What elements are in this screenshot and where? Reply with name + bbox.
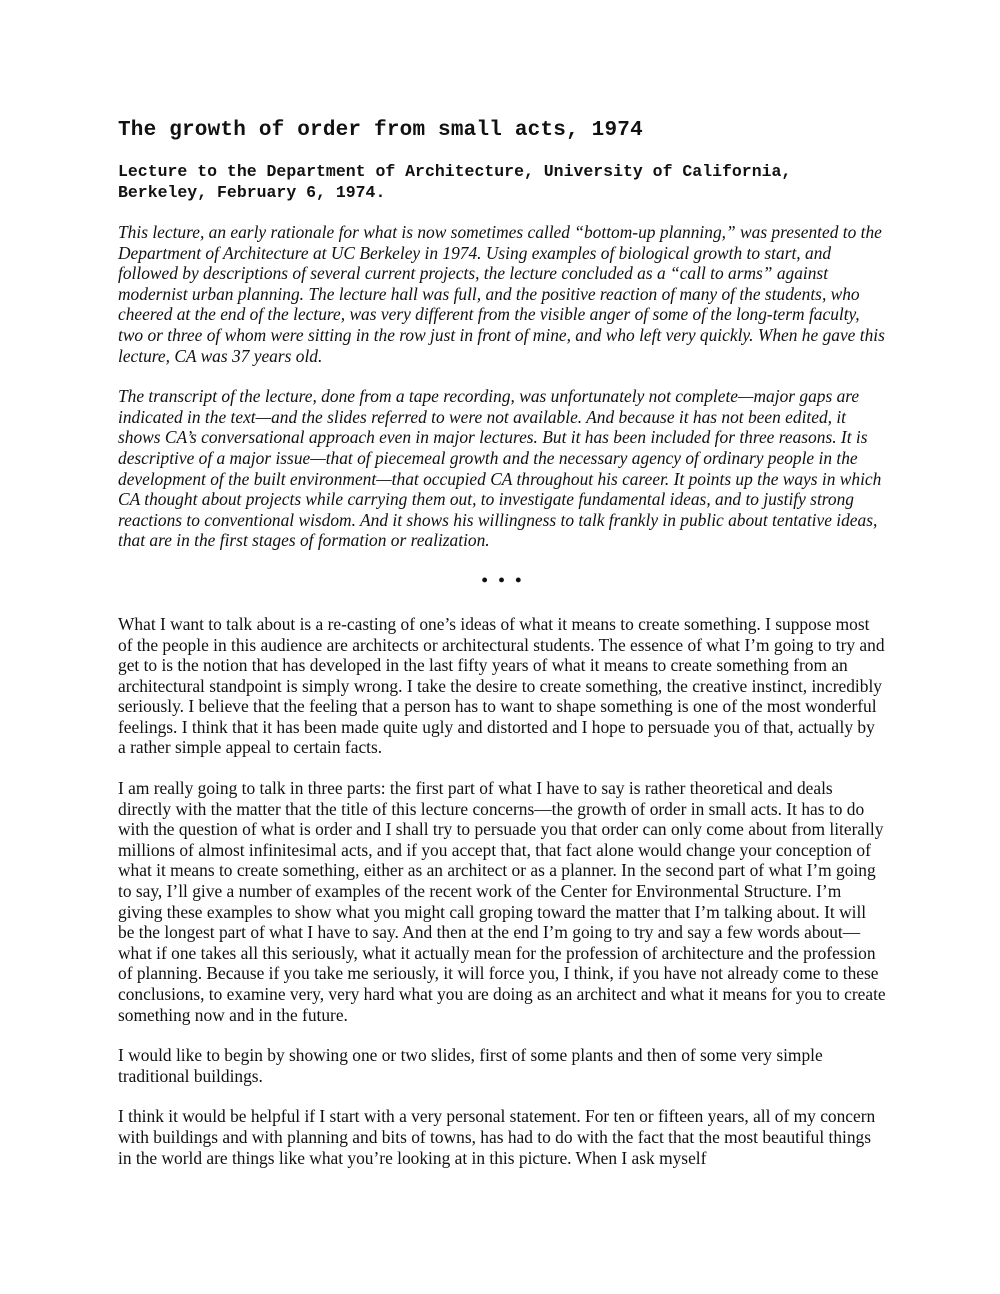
body-paragraph: What I want to talk about is a re-casting of one’s ideas of what it means to create something. I suppose most of the people in this audience are architects or architectural students. The essence of what I’m going to try and get to is the notion that has developed in the last fifty years of what it means to create something from an architectural standpoint is simply wrong. I take the desire to create something, the creative instinct, incredibly seriously. I believe that the feeling that a person has to want to shape something is one of the most wonderful feelings. I think that it has been made quite ugly and distorted and I hope to persuade you of that, actually by a rather simple appeal to certain facts. bbox=[118, 613, 885, 758]
body-paragraph: I think it would be helpful if I start with a very personal statement. For ten or fifteen years, all of my concern with buildings and with planning and bits of towns, has had to do with the fact that the most beautiful things in the world are things like what you’re looking at in this picture. When I ask myself bbox=[118, 1106, 876, 1168]
body-paragraph: I would like to begin by showing one or two slides, first of some plants and then of some very simple traditional buildings. bbox=[118, 1045, 823, 1086]
intro-paragraph: The transcript of the lecture, done from a tape recording, was unfortunately not complete—major gaps are indicated in the text—and the slides referred to were not available. And because it has not been edited, it shows CA’s conversational approach even in major lectures. But it has been included for three reasons. It is descriptive of a major issue—that of piecemeal growth and the necessary agency of ordinary people in the development of the built environment—that occupied CA throughout his career. It points up the ways in which CA thought about projects while carrying them out, to investigate fundamental ideas, and to justify strong reactions to conventional wisdom. And it shows his willingness to talk frankly in public about tentative ideas, that are in the first stages of formation or realization. bbox=[118, 386, 882, 551]
intro-paragraph: This lecture, an early rationale for what is now sometimes called “bottom-up planning,” was presented to the Department of Architecture at UC Berkeley in 1974. Using examples of biological growth to start, and followed by descriptions of several current projects, the lecture concluded as a “call to arms” against modernist urban planning. The lecture hall was full, and the positive reaction of many of the students, who cheered at the end of the lecture, was very different from the visible anger of some of the long-term faculty, two or three of whom were sitting in the row just in front of mine, and who left very quickly. When he gave this lecture, CA was 37 years old. bbox=[118, 222, 885, 366]
document-page bbox=[118, 118, 888, 1188]
body-paragraph: I am really going to talk in three parts: the first part of what I have to say is rather theoretical and deals directly with the matter that the title of this lecture concerns—the growth of order in small acts. It has to do with the question of what is order and I shall try to persuade you that order can only come about from literally millions of almost infinitesimal acts, and if you accept that, that fact alone would change your conception of what it means to create something, either as an architect or as a planner. In the second part of what I’m going to say, I’ll give a number of examples of the recent work of the Center for Environmental Structure. I’m giving these examples to show what you might call groping toward the matter that I’m talking about. It will be the longest part of what I have to say. And then at the end I’m going to try and say a few words about—what if one takes all this seriously, what it actually mean for the profession of architecture and the profession of planning. Because if you take me seriously, it will force you, I think, if you have not already come to these conclusions, to examine very, very hard what you are doing as an architect and what it means for you to create something now and in the future. bbox=[118, 778, 886, 1025]
page-title: The growth of order from small acts, 1974 bbox=[118, 119, 643, 142]
section-separator: • • • bbox=[481, 569, 525, 590]
lecture-subtitle: Lecture to the Department of Architecture, University of California, Berkeley, February 6, 1974. bbox=[118, 162, 792, 202]
